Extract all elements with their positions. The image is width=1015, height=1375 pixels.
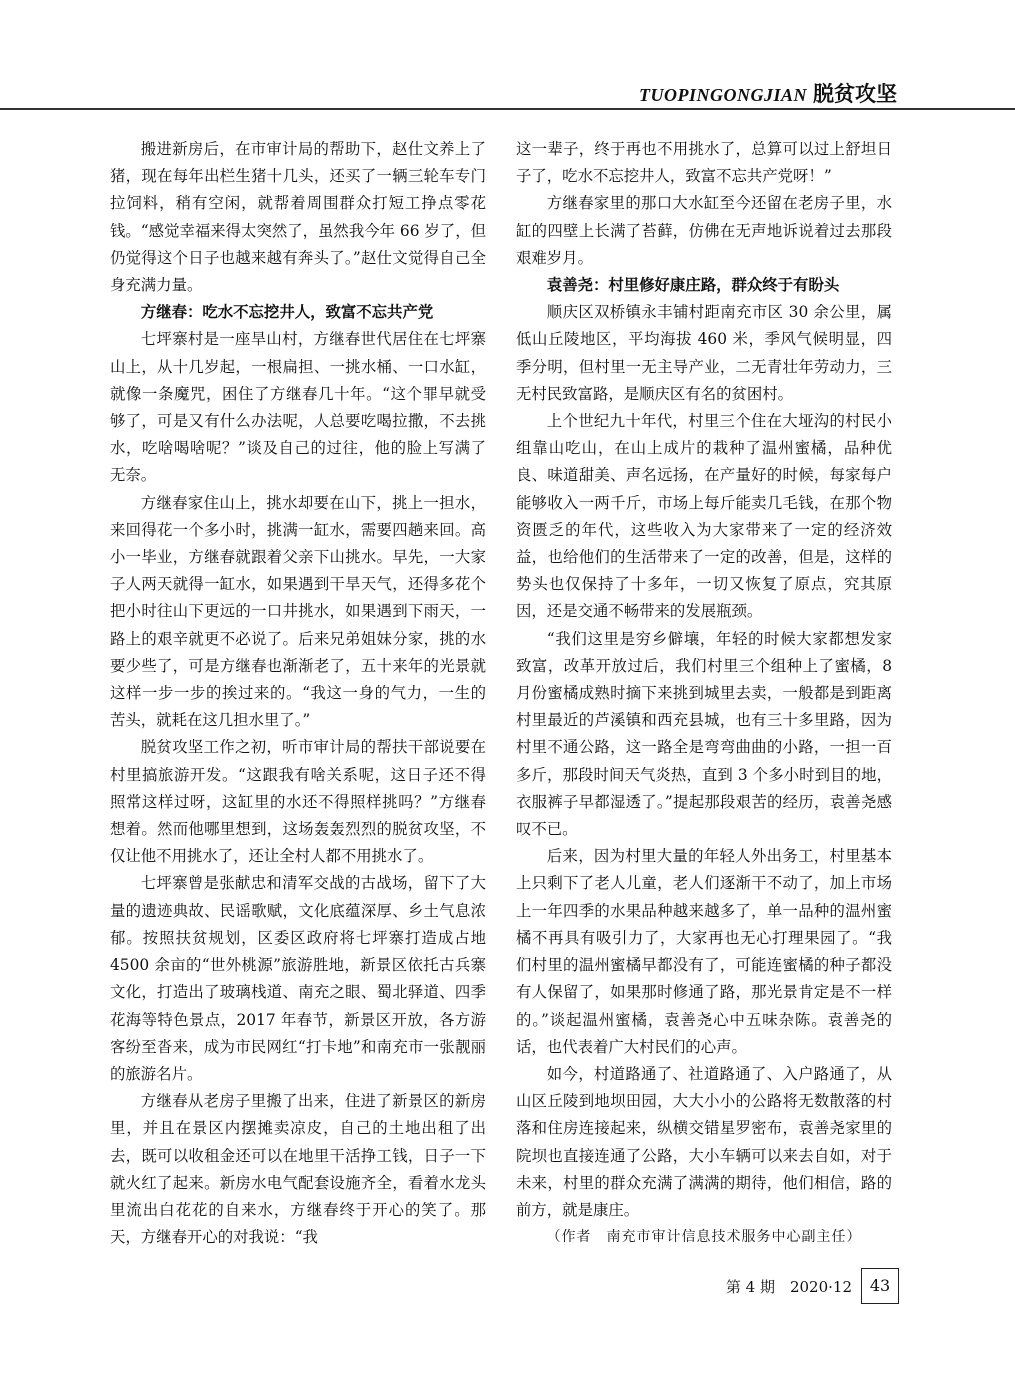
left-column [110,136,486,1251]
paragraph: 脱贫攻坚工作之初，听市审计局的帮扶干部说要在村里搞旅游开发。“这跟我有啥关系呢，这日子还不得照常这样过呀，这缸里的水还不得照样挑吗？”方继春想着。然而他哪里想到，这场轰轰烈烈的脱贫攻坚，不仅让他不用挑水了，还让全村人都不用挑水了。 [110,738,486,866]
paragraph: 方继春从老房子里搬了出来，住进了新景区的新房里，并且在景区内摆摊卖凉皮，自己的土地出租了出去，既可以收租金还可以在地里干活挣工钱，日子一下就火红了起来。新房水电气配套设施齐全，看着水龙头里流出白花花的自来水，方继春终于开心的笑了。那天，方继春开心的对我说：“我 [110,1092,486,1247]
paragraph: 搬进新房后，在市审计局的帮助下，赵仕文养上了猪，现在每年出栏生猪十几头，还买了一辆三轮车专门拉饲料，稍有空闲，就帮着周围群众打短工挣点零花钱。“感觉幸福来得太突然了，虽然我今年 66 岁了，但仍觉得这个日子也越来越有奔头了。”赵仕文觉得自己全身充满力量。 [110,140,486,295]
issue-info: 第 4 期 2020·12 [725,1278,852,1296]
section-heading: 方继春：吃水不忘挖井人，致富不忘共产党 [140,303,434,322]
paragraph: “我们这里是穷乡僻壤，年轻的时候大家都想发家致富，改革开放过后，我们村里三个组种上了蜜橘，8 月份蜜橘成熟时摘下来挑到城里去卖，一般都是到距离村里最近的芦溪镇和西充县城，也有三十多里路，因为村里不通公路，这一路全是弯弯曲曲的小路，一担一百多斤，那段时间天气炎热，直到 3 个多小时到目的地，衣服裤子早都湿透了。”提起那段艰苦的经历，袁善尧感叹不已。 [516,629,892,839]
page-number: 43 [861,1268,899,1304]
paragraph: 方继春家里的那口大水缸至今还留在老房子里，水缸的四壁上长满了苔藓，仿佛在无声地诉说着过去那段艰难岁月。 [516,194,892,267]
paragraph: 如今，村道路通了、社道路通了、入户路通了，从山区丘陵到地坝田园，大大小小的公路将无数散落的村落和住房连接起来，纵横交错星罗密布，袁善尧家里的院坝也直接连通了公路，大小车辆可以来去自如，对于未来，村里的群众充满了满满的期待，他们相信，路的前方，就是康庄。 [516,1064,892,1219]
paragraph: 七坪寨村是一座旱山村，方继春世代居住在七坪寨山上，从十几岁起，一根扁担、一挑水桶、一口水缸，就像一条魔咒，困住了方继春几十年。“这个罪早就受够了，可是又有什么办法呢，人总要吃喝拉撒，不去挑水，吃啥喝啥呢？”谈及自己的过往，他的脸上写满了无奈。 [110,330,486,485]
paragraph: 后来，因为村里大量的年轻人外出务工，村里基本上只剩下了老人儿童，老人们逐渐干不动了，加上市场上一年四季的水果品种越来越多了，单一品种的温州蜜橘不再具有吸引力了，大家再也无心打理果园了。“我们村里的温州蜜橘早都没有了，可能连蜜橘的种子都没有人保留了，如果那时修通了路，那光景肯定是不一样的。”谈起温州蜜橘，袁善尧心中五味杂陈。袁善尧的话，也代表着广大村民们的心声。 [516,847,892,1056]
running-header [0,72,1015,114]
section-title-pinyin: TUOPINGONGJIAN [639,85,807,105]
header-rule [0,108,1015,110]
page-footer [0,1268,1015,1308]
paragraph: 上个世纪九十年代，村里三个住在大垭沟的村民小组靠山吃山，在山上成片的栽种了温州蜜橘，品种优良、味道甜美、声名远扬，在产量好的时候，每家每户能够收入一两千斤，市场上每斤能卖几毛钱，在那个物资匮乏的年代，这些收入为大家带来了一定的经济效益，也给他们的生活带来了一定的改善，但是，这样的势头也仅保持了十多年，一切又恢复了原点，究其原因，还是交通不畅带来的发展瓶颈。 [516,412,892,621]
paragraph: 这一辈子，终于再也不用挑水了，总算可以过上舒坦日子了，吃水不忘挖井人，致富不忘共产党呀！” [516,140,892,186]
section-title-chinese: 脱贫攻坚 [813,82,897,106]
section-title [639,78,897,108]
paragraph: 方继春家住山上，挑水却要在山下，挑上一担水，来回得花一个多小时，挑满一缸水，需要四趟来回。高小一毕业，方继春就跟着父亲下山挑水。早先，一大家子人两天就得一缸水，如果遇到干旱天气，还得多花个把小时往山下更远的一口井挑水，如果遇到下雨天，一路上的艰辛就更不必说了。后来兄弟姐妹分家，挑的水要少些了，可是方继春也渐渐老了，五十来年的光景就这样一步一步的挨过来的。“我这一身的气力，一生的苦头，就耗在这几担水里了。” [110,493,486,730]
paragraph: 七坪寨曾是张献忠和清军交战的古战场，留下了大量的遗迹典故、民谣歌赋，文化底蕴深厚、乡土气息浓郁。按照扶贫规划，区委区政府将七坪寨打造成占地 4500 余亩的“世外桃源”旅游胜地，新景区依托古兵寨文化，打造出了玻璃栈道、南充之眼、蜀北驿道、四季花海等特色景点，2017 年春节，新景区开放，各方游客纷至沓来，成为市民网红“打卡地”和南充市一张靓丽的旅游名片。 [110,874,486,1083]
author-byline: （作者 南充市审计信息技术服务中心副主任） [546,1229,862,1246]
paragraph: 顺庆区双桥镇永丰铺村距南充市区 30 余公里，属低山丘陵地区，平均海拔 460 米，季风气候明显，四季分明，但村里一无主导产业，二无青壮年劳动力，三无村民致富路，是顺庆区有名的贫困村。 [516,303,892,403]
section-heading: 袁善尧：村里修好康庄路，群众终于有盼头 [546,276,840,295]
right-column [516,136,892,1251]
